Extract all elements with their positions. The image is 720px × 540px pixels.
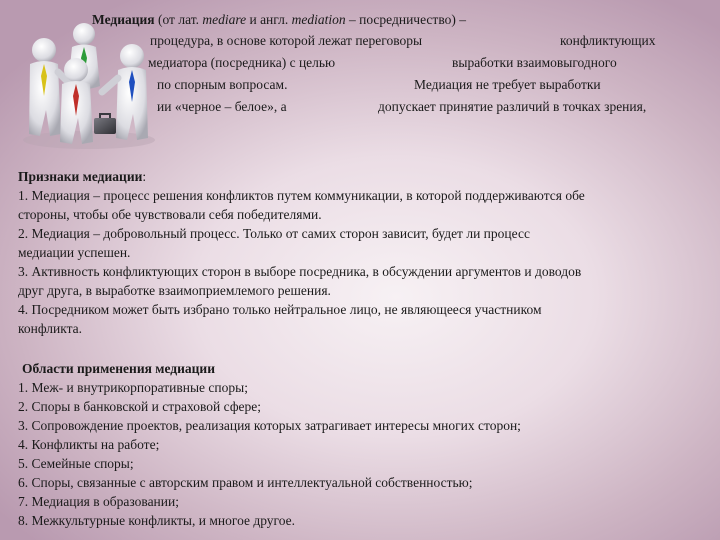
intro-line-4b: Медиация не требует выработки <box>414 77 601 92</box>
list-item: 5. Семейные споры; <box>18 456 134 471</box>
business-people-circle-icon <box>14 14 164 149</box>
intro-line-5b: допускает принятие различий в точках зрения, <box>378 99 647 114</box>
intro-term: Медиация <box>92 12 155 27</box>
list-item: стороны, чтобы обе чувствовали себя победителями. <box>18 207 322 222</box>
intro-line-5a: ии «черное – белое», а <box>157 99 287 114</box>
intro-line-4a: по спорным вопросам. <box>157 77 288 92</box>
intro-line-2a: процедура, в основе которой лежат переговоры <box>150 33 423 48</box>
list-item: 1. Меж- и внутрикорпоративные споры; <box>18 380 248 395</box>
areas-title: Области применения медиации <box>22 361 215 376</box>
list-item: 1. Медиация – процесс решения конфликтов путем коммуникации, в которой поддерживаются обе <box>18 188 585 203</box>
list-item: 8. Межкультурные конфликты, и многое другое. <box>18 513 296 528</box>
list-item: медиации успешен. <box>18 245 131 260</box>
intro-origin-mid: и англ. <box>246 12 292 27</box>
intro-origin-suffix: – посредничество) – <box>345 12 466 27</box>
intro-origin-prefix: (от лат. <box>154 12 203 27</box>
list-item: 2. Медиация – добровольный процесс. Только от самих сторон зависит, будет ли процесс <box>18 226 530 241</box>
list-item: 4. Посредником может быть избрано только нейтральное лицо, не являющееся участником <box>18 302 542 317</box>
intro-latin-word: mediare <box>202 12 247 27</box>
intro-english-word: mediation <box>291 12 346 27</box>
list-item: конфликта. <box>18 321 83 336</box>
list-item: 2. Споры в банковской и страховой сфере; <box>18 399 262 414</box>
list-item: 3. Активность конфликтующих сторон в выборе посредника, в обсуждении аргументов и доводов <box>18 264 582 279</box>
briefcase-icon <box>94 114 116 134</box>
list-item: друг друга, в выработке взаимоприемлемого решения. <box>18 283 331 298</box>
areas-section <box>18 359 521 530</box>
list-item: 3. Сопровождение проектов, реализация которых затрагивает интересы многих сторон; <box>18 418 521 433</box>
signs-section <box>18 167 585 338</box>
signs-title-colon: : <box>142 169 147 184</box>
list-item: 7. Медиация в образовании; <box>18 494 179 509</box>
list-item: 4. Конфликты на работе; <box>18 437 160 452</box>
intro-line-3a: медиатора (посредника) с целью <box>148 55 336 70</box>
intro-line-2b: конфликтующих <box>560 33 656 48</box>
signs-title: Признаки медиации <box>18 169 143 184</box>
list-item: 6. Споры, связанные с авторским правом и интеллектуальной собственностью; <box>18 475 473 490</box>
intro-line-3b: выработки взаимовыгодного <box>452 55 617 70</box>
